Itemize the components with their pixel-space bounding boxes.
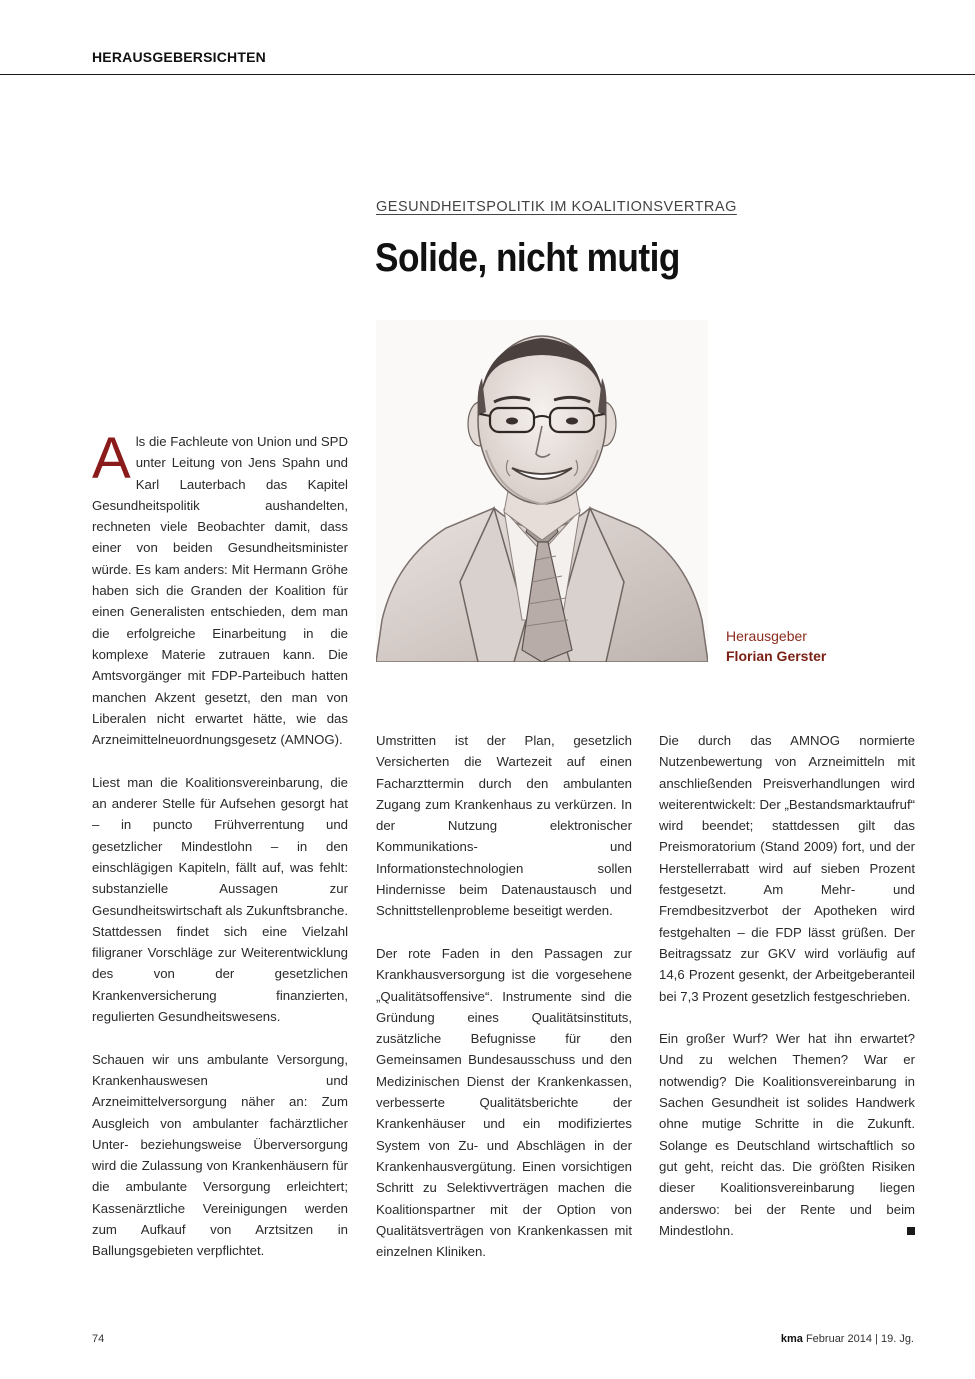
page-number: 74 [92,1333,105,1345]
paragraph-7 [659,1028,915,1241]
author-portrait [376,320,708,662]
text-column-2 [376,730,632,1284]
end-of-article-square-icon [907,1227,915,1235]
section-label: HERAUSGEBERSICHTEN [92,49,266,65]
magazine-logo: kma [780,1333,803,1345]
paragraph-5: Der rote Faden in den Passagen zur Krankhausversorgung ist die vorgesehene „Qualitätsoffensive“. Instrumente sind die Gründung eines Qualitätsinstituts, zusätzliche Befugnisse für den Gemeinsamen Bundesausschuss und den Medizinischen Dienst der Krankenkassen, verbesserte Qualitätsberichte der Krankenhäuser und ein modifiziertes System von Zu- und Abschlägen in der Krankenhausvergütung. Einen vorsichtigen Schritt zu Selektivverträgen machen die Koalitionspartner mit der Option von Qualitätsverträgen von Krankenkassen mit einzelnen Kliniken. [376,945,632,1260]
article-title: Solide, nicht mutig [375,236,680,280]
portrait-caption [726,626,826,666]
paragraph-2: Liest man die Koalitionsvereinbarung, die an anderer Stelle für Aufsehen gesorgt hat – in puncto Frühverrentung und gesetzlicher Mindestlohn – in den einschlägigen Kapiteln, fällt auf, was fehlt: substanzielle Aussagen zur Gesundheitswirtschaft als Zukunftsbranche. Stattdessen findet sich eine Vielzahl filigraner Vorschläge zur Weiterentwicklung des von der gesetzlichen Krankenversicherung finanzierten, regulierten Gesundheitswesens. [92,774,348,1025]
footer-info [781,1333,914,1345]
drop-cap: A [92,426,131,491]
paragraph-3: Schauen wir uns ambulante Versorgung, Krankenhauswesen und Arzneimittelversorgung näher an: Zum Ausgleich von ambulanter fachärztlicher Unter- beziehungsweise Überversorgung wird die Zulassung von Krankenhäusern für die ambulante Versorgung erleichtert; Kassenärztliche Vereinigungen werden zum Aufkauf von Arztsitzen in Ballungsgebieten verpflichtet. [92,1051,348,1259]
paragraph-4: Umstritten ist der Plan, gesetzlich Versicherten die Wartezeit auf einen Facharzttermin durch den ambulanten Zugang zum Krankenhaus zu verkürzen. In der Nutzung elektronischer Kommunikations- und Informationstechnologien sollen Hindernisse beim Datenaustausch und Schnittstellenprobleme beseitigt werden. [376,733,632,919]
issue-info: Februar 2014 | 19. Jg. [805,1333,914,1345]
caption-name: Florian Gerster [726,648,827,664]
article-kicker: GESUNDHEITSPOLITIK IM KOALITIONSVERTRAG [376,199,737,215]
header-rule [0,74,975,75]
paragraph-7-text: Ein großer Wurf? Wer hat ihn erwartet? Und zu welchen Themen? War er notwendig? Die Koalitionsvereinbarung in Sachen Gesundheit ist solides Handwerk ohne mutige Schritte in die Zukunft. Solange es Deutschland wirtschaftlich so gut geht, reicht das. Die größten Risiken dieser Koalitionsvereinbarung liegen anderswo: bei der Rente und beim Mindestlohn. [659,1031,915,1238]
paragraph-6: Die durch das AMNOG normierte Nutzenbewertung von Arzneimitteln mit anschließenden Preisverhandlungen wird weiterentwickelt: Der „Bestandsmarktaufruf“ wird beendet; stattdessen gilt das Preismoratorium (Stand 2009) fort, und der Herstellerrabatt wird auf sieben Prozent festgesetzt. Am Mehr- und Fremdbesitzverbot der Apotheken wird festgehalten – die FDP lässt grüßen. Der Beitragssatz zur GKV wird vorläufig auf 14,6 Prozent gesenkt, der Arbeitgeberanteil bei 7,3 Prozent gesetzlich festgeschrieben. [659,733,915,1004]
text-column-3 [659,730,915,1262]
text-column-1 [92,426,348,1283]
caption-role: Herausgeber [726,628,807,644]
paragraph-1 [92,426,348,750]
paragraph-1-text: ls die Fachleute von Union und SPD unter Leitung von Jens Spahn und Karl Lauterbach das Kapitel Gesundheitspolitik aushandelten, rechneten viele Beobachter damit, dass einer von beiden Gesundheitsminister würde. Es kam anders: Mit Hermann Gröhe haben sich die Granden der Koalition für einen Generalisten entschieden, dem man die erfolgreiche Einarbeitung in die komplexe Materie zutrauen kann. Die Amtsvorgänger mit FDP-Parteibuch hatten manchen Akzent gesetzt, den man von Liberalen nicht erwartet hätte, wie das Arzneimittelneuordnungsgesetz (AMNOG). [92,434,348,748]
